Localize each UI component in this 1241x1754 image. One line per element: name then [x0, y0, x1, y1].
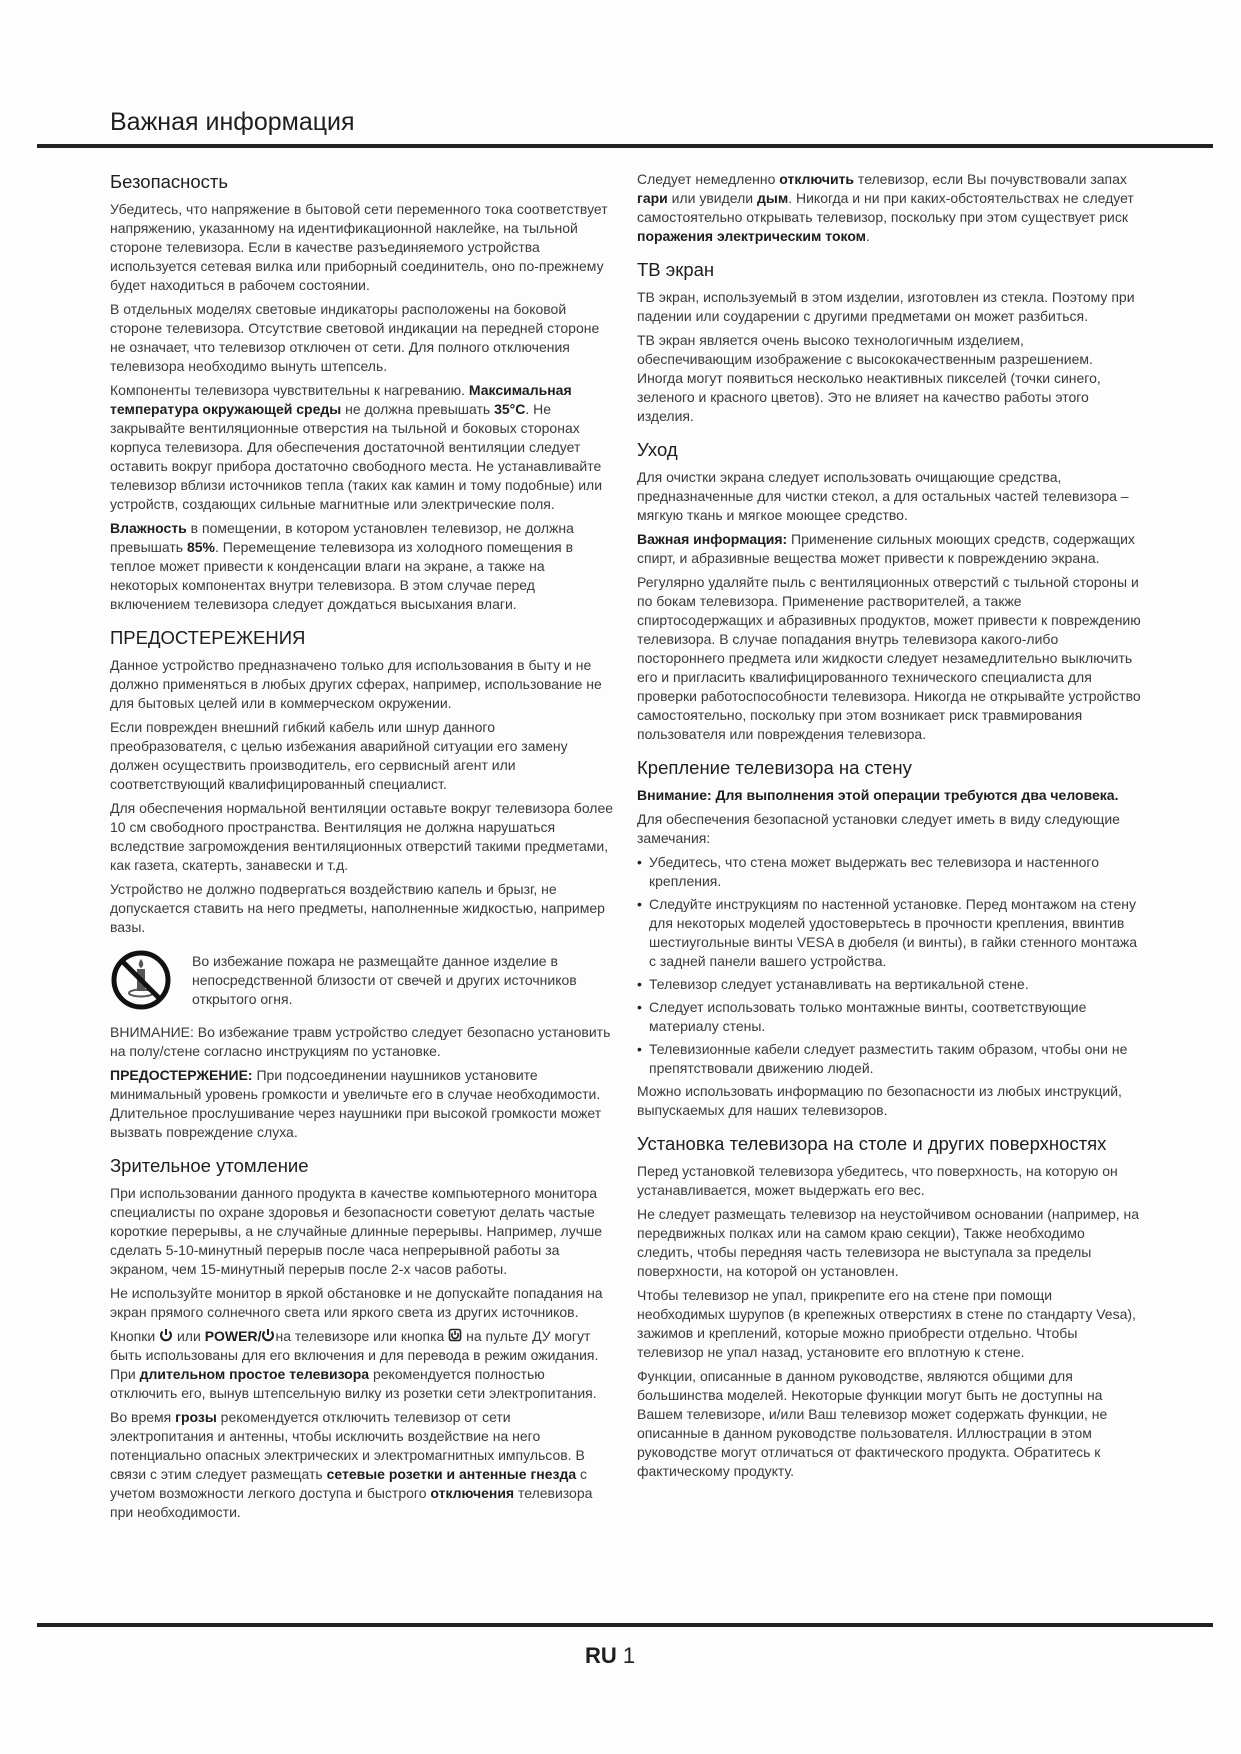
text-run: не должна превышать	[341, 401, 495, 417]
text-run: Убедитесь, что напряжение в бытовой сети переменного тока соответствует напряжению, указанному на идентификационной наклейке, на тыльной стороне телевизора. Если в качестве разъединяемого устройства используется сетевая вилка или приборный соединитель, оно по-прежнему будет находиться в рабочем состоянии.	[110, 201, 608, 293]
header-divider	[37, 144, 1213, 148]
section	[110, 170, 615, 614]
text-run: Перед установкой телевизора убедитесь, что поверхность, на которую он устанавливается, может выдержать его вес.	[637, 1163, 1118, 1198]
page-number	[585, 1643, 635, 1669]
section-heading: Зрительное утомление	[110, 1155, 309, 1176]
paragraph	[110, 718, 615, 794]
list-item: • Телевизионные кабели следует разместить таким образом, чтобы они не препятствовали движению людей.	[637, 1040, 1142, 1078]
bold-text: сетевые розетки и антенные гнезда	[326, 1466, 577, 1482]
paragraph	[110, 656, 615, 713]
text-run: Кнопки	[110, 1328, 160, 1344]
language-code: RU	[585, 1643, 617, 1668]
bold-text: ПРЕДОСТЕРЖЕНИЕ:	[110, 1067, 253, 1083]
text-run: Для обеспечения нормальной вентиляции оставьте вокруг телевизора более 10 см свободного пространства. Вентиляция не должна нарушаться вследствие загромождения вентиляционных отверстий такими предметами, как газета, скатерть, занавески и т.д.	[110, 800, 614, 873]
text-run: телевизора при необходимости.	[110, 1485, 593, 1520]
paragraph	[110, 1066, 615, 1142]
text-run: на пульте ДУ могут быть использованы для его включения и для перевода в режим ожидания. При	[110, 1328, 599, 1382]
page-number-value: 1	[622, 1643, 636, 1668]
list-item: • Следуйте инструкциям по настенной установке. Перед монтажом на стену для некоторых моделей удостоверьтесь в прочности крепления, ввинтив шестиугольные винты VESA в дюбеля (и винты), в гайки стенного монтажа с задней панели вашего устройства.	[637, 895, 1142, 971]
remote-power-icon	[448, 1328, 462, 1342]
text-run: .	[866, 228, 870, 244]
bold-text: дым	[757, 190, 789, 206]
text-run: Для очистки экрана следует использовать очищающие средства, предназначенные для чистки стекол, а для остальных частей телевизора – мягкую ткань и мягкое моющее средство.	[637, 469, 1129, 523]
text-run: Во избежание пожара не размещайте данное изделие в непосредственной близости от свечей и других источников открытого огня.	[192, 952, 577, 1007]
bold-text: Внимание: Для выполнения этой операции требуются два человека.	[637, 787, 1119, 803]
warning-text	[192, 952, 615, 1009]
text-run: Чтобы телевизор не упал, прикрепите его на стене при помощи необходимых шурупов (в крепежных отверстиях в стене по стандарту Vesa), зажимов и креплений, которые можно приобрести отдельно. Чтобы телевизор не упал назад, установите его вплотную к стене.	[637, 1287, 1136, 1360]
section-heading: Уход	[637, 439, 678, 460]
section	[637, 170, 1142, 246]
section-heading: ПРЕДОСТЕРЕЖЕНИЯ	[110, 627, 306, 648]
paragraph	[637, 573, 1142, 744]
fire-warning	[110, 949, 615, 1011]
text-run: Не следует размещать телевизор на неустойчивом основании (например, на передвижных полках или на самом краю секции), Также необходимо следить, чтобы передняя часть телевизора не выступала за пределы поверхности, на которой он установлен.	[637, 1206, 1140, 1279]
bold-text: длительном простое телевизора	[139, 1366, 370, 1382]
text-run: Данное устройство предназначено только для использования в быту и не должно применяться в любых других сферах, например, использование не для бытовых целей или в коммерческом окружении.	[110, 657, 602, 711]
paragraph	[110, 1184, 615, 1279]
text-run: При подсоединении наушников установите минимальный уровень громкости и увеличьте его в случае необходимости. Длительное прослушивание через наушники при высокой громкости может вызвать повреждение слуха.	[110, 1067, 602, 1140]
text-run: ВНИМАНИЕ: Во избежание травм устройство следует безопасно установить на полу/стене согласно инструкциям по установке.	[110, 1024, 611, 1059]
bold-text: отключить	[779, 171, 855, 187]
text-run: . Никогда и ни при каких-обстоятельствах не следует самостоятельно открывать телевизор, поскольку при этом существует риск	[637, 190, 1134, 225]
paragraph	[110, 200, 615, 295]
section	[637, 756, 1142, 1120]
paragraph	[637, 1162, 1142, 1200]
text-run: Устройство не должно подвергаться воздействию капель и брызг, не допускается ставить на него предметы, наполненные жидкостью, например вазы.	[110, 881, 605, 935]
section-heading: Безопасность	[110, 171, 229, 192]
text-run: или увидели	[667, 190, 757, 206]
text-run: Для обеспечения безопасной установки следует иметь в виду следующие замечания:	[637, 811, 1120, 846]
bold-text: Максимальная температура окружающей среды	[110, 382, 572, 417]
text-run: Во время	[110, 1409, 176, 1425]
section	[110, 1154, 615, 1522]
bold-text: отключения	[430, 1485, 515, 1501]
power-icon	[159, 1328, 173, 1342]
page-title: Важная информация	[110, 108, 355, 136]
text-run: Регулярно удаляйте пыль с вентиляционных отверстий с тыльной стороны и по бокам телевизора. Применение растворителей, а также спиртосодержащих и абразивных продуктов, может привести к повреждению телевизора. В случае попадания внутрь телевизора какого-либо постороннего предмета или жидкости следует незамедлительно выключить его и пригласить квалифицированного технического специалиста для проверки работоспособности телевизора. Никогда не открывайте устройство самостоятельно, поскольку при этом возникает риск травмирования пользователя или повреждения телевизора.	[637, 574, 1141, 742]
text-run: Если поврежден внешний гибкий кабель или шнур данного преобразователя, с целью избежания аварийной ситуации его замену должен осуществить производитель, его сервисный агент или соответствующий квалифицированный специалист.	[110, 719, 568, 792]
paragraph	[637, 810, 1142, 848]
paragraph	[637, 1367, 1142, 1481]
text-run: телевизор, если Вы почувствовали запах	[854, 171, 1127, 187]
text-run: Можно использовать информацию по безопасности из любых инструкций, выпускаемых для наших телевизоров.	[637, 1083, 1122, 1118]
paragraph	[637, 331, 1142, 426]
paragraph	[637, 170, 1142, 246]
bold-text: поражения электрическим током	[637, 228, 867, 244]
paragraph	[637, 786, 1142, 805]
text-run: рекомендуется полностью отключить его, вынув штепсельную вилку из розетки сети электропитания.	[110, 1366, 597, 1401]
paragraph	[637, 1205, 1142, 1281]
text-run: Компоненты телевизора чувствительны к нагреванию.	[110, 382, 469, 398]
text-run: В отдельных моделях световые индикаторы расположены на боковой стороне телевизора. Отсутствие световой индикации на передней стороне не означает, что телевизор отключен от сети. Для полного отключения телевизора необходимо вынуть штепсель.	[110, 301, 600, 374]
text-run: . Не закрывайте вентиляционные отверстия на тыльной и боковых сторонах корпуса телевизора. Для обеспечения достаточной вентиляции следует оставить вокруг прибора достаточно свободного места. Не устанавливайте телевизор вблизи источников тепла (таких как камин и тому подобные) или устройств, создающих сильные магнитные или электрические поля.	[110, 401, 603, 512]
paragraph	[637, 468, 1142, 525]
bold-text: 35°C	[494, 401, 526, 417]
text-run: Функции, описанные в данном руководстве, являются общими для большинства моделей. Некоторые функции могут быть не доступны на Вашем телевизоре, и/или Ваш телевизор может содержать функции, не описанные в данном руководстве пользователя. Иллюстрации в этом руководстве могут отличаться от фактического продукта. Обратитесь к фактическому продукту.	[637, 1368, 1108, 1479]
text-run: ТВ экран является очень высоко технологичным изделием, обеспечивающим изображение с высококачественным разрешением. Иногда могут появиться несколько неактивных пикселей (точки синего, зеленого и красного цветов). Это не влияет на качество работы этого изделия.	[637, 332, 1101, 424]
text-run: или	[173, 1328, 205, 1344]
text-run: . Перемещение телевизора из холодного помещения в теплое может привести к конденсации влаги на экране, а также на некоторых компонентах внутри телевизора. В этом случае перед включением телевизора следует дождаться высыхания влаги.	[110, 539, 574, 612]
text-run: ТВ экран, используемый в этом изделии, изготовлен из стекла. Поэтому при падении или соударении с другими предметами он может разбиться.	[637, 289, 1135, 324]
paragraph	[637, 1082, 1142, 1120]
list-item: • Телевизор следует устанавливать на вертикальной стене.	[637, 975, 1142, 994]
left-column	[110, 170, 615, 1527]
paragraph	[110, 1023, 615, 1061]
paragraph	[110, 799, 615, 875]
section-heading: Установка телевизора на столе и других поверхностях	[637, 1133, 1107, 1154]
bold-text: Влажность	[110, 520, 187, 536]
paragraph	[110, 880, 615, 937]
paragraph	[637, 1286, 1142, 1362]
text-run: При использовании данного продукта в качестве компьютерного монитора специалисты по охране здоровья и безопасности советуют делать частые короткие перерывы, а не случайные длинные перерывы. Например, лучше сделать 5-10-минутный перерыв после часа непрерывной работы за экраном, чем 15-минутный перерыв после 2-х часов работы.	[110, 1185, 603, 1277]
paragraph	[110, 300, 615, 376]
text-run: Применение сильных моющих средств, содержащих спирт, и абразивные вещества может привести к повреждению экрана.	[637, 531, 1135, 566]
paragraph	[110, 1408, 615, 1522]
list-item: • Следует использовать только монтажные винты, соответствующие материалу стены.	[637, 998, 1142, 1036]
paragraph	[110, 1327, 615, 1403]
paragraph	[110, 519, 615, 614]
bold-text: Важная информация:	[637, 531, 788, 547]
bullet-list	[637, 853, 1142, 1078]
section-heading: ТВ экран	[637, 259, 715, 280]
footer-divider	[37, 1623, 1213, 1627]
text-run: с учетом возможности легкого доступа и быстрого	[110, 1466, 588, 1501]
text-run: на телевизоре или кнопка	[275, 1328, 449, 1344]
paragraph	[637, 288, 1142, 326]
text-run: Не используйте монитор в яркой обстановке и не допускайте попадания на экран прямого солнечного света или яркого света из других источников.	[110, 1285, 603, 1320]
text-run: Следует немедленно	[637, 171, 780, 187]
paragraph	[110, 381, 615, 514]
section	[110, 626, 615, 1142]
power-icon	[261, 1328, 275, 1342]
section	[637, 258, 1142, 426]
text-run: рекомендуется отключить телевизор от сети электропитания и антенны, чтобы исключить воздействие на него потенциально опасных электрических и электромагнитных импульсов. В связи с этим следует размещать	[110, 1409, 585, 1482]
list-item: • Убедитесь, что стена может выдержать вес телевизора и настенного крепления.	[637, 853, 1142, 891]
no-open-flame-icon	[110, 949, 172, 1011]
bold-text: 85%	[186, 539, 215, 555]
bold-text: POWER/	[204, 1328, 262, 1344]
section	[637, 438, 1142, 744]
section	[637, 1132, 1142, 1481]
text-run: в помещении, в котором установлен телевизор, не должна превышать	[110, 520, 574, 555]
paragraph	[637, 530, 1142, 568]
bold-text: гари	[637, 190, 668, 206]
section-heading: Крепление телевизора на стену	[637, 757, 912, 778]
bold-text: грозы	[175, 1409, 217, 1425]
paragraph	[110, 1284, 615, 1322]
right-column	[637, 170, 1142, 1486]
